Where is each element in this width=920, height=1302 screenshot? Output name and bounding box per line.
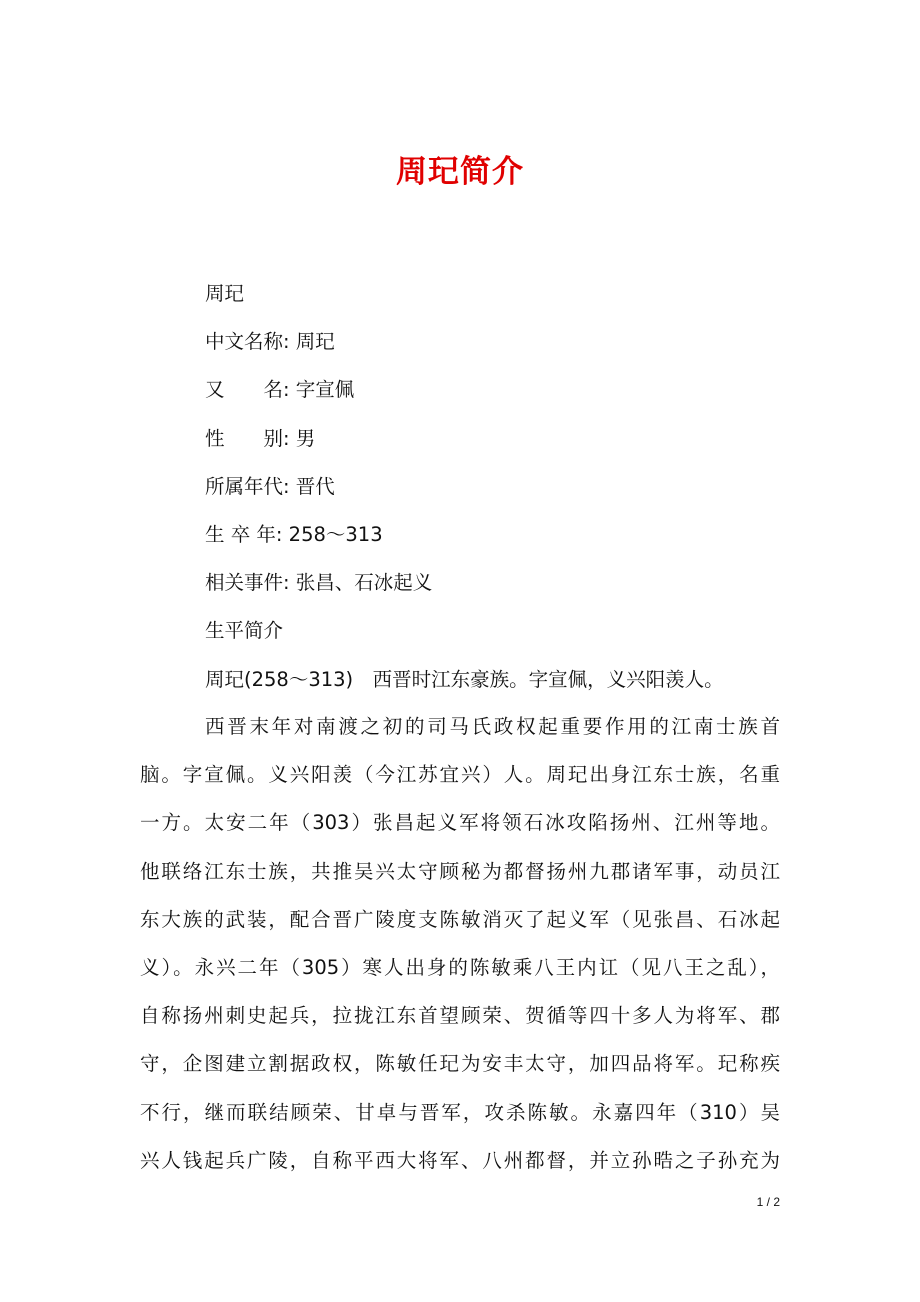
document-title: 周玘简介 [396,154,524,190]
field-line: 性 别: 男 [205,426,316,450]
field-line: 中文名称: 周玘 [205,330,335,354]
paragraph-line: 义）。永兴二年（305）寒人出身的陈敏乘八王内讧（见八王之乱）， [140,955,780,979]
paragraph-line: 守，企图建立割据政权，陈敏任玘为安丰太守，加四品将军。玘称疾 [140,1052,780,1076]
field-line: 又 名: 字宣佩 [205,378,355,402]
summary-line: 周玘(258～313) 西晋时江东豪族。字宣佩，义兴阳羡人。 [205,667,724,691]
page-number: 1 / 2 [756,1195,780,1209]
section-heading: 生平简介 [205,619,284,643]
field-line: 生 卒 年: 258～313 [205,522,383,546]
field-line: 所属年代: 晋代 [205,474,335,498]
paragraph-line: 他联络江东士族，共推吴兴太守顾秘为都督扬州九郡诸军事，动员江 [140,859,780,883]
paragraph-line: 东大族的武装，配合晋广陵度支陈敏消灭了起义军（见张昌、石冰起 [140,907,780,931]
field-line: 周玘 [205,282,245,305]
paragraph-line: 兴人钱起兵广陵，自称平西大将军、八州都督，并立孙晧之子孙充为 [140,1148,780,1172]
paragraph-line: 脑。字宣佩。义兴阳羡（今江苏宜兴）人。周玘出身江东士族，名重 [140,763,780,787]
paragraph-line: 一方。太安二年（303）张昌起义军将领石冰攻陷扬州、江州等地。 [140,811,780,835]
paragraph-line: 不行，继而联结顾荣、甘卓与晋军，攻杀陈敏。永嘉四年（310）吴 [140,1100,780,1124]
paragraph-line: 西晋末年对南渡之初的司马氏政权起重要作用的江南士族首 [205,715,780,738]
field-line: 相关事件: 张昌、石冰起义 [205,571,433,595]
info-fields [205,280,724,714]
biography-paragraph [140,713,780,1195]
paragraph-line: 自称扬州刺史起兵，拉拢江东首望顾荣、贺循等四十多人为将军、郡 [140,1004,780,1028]
